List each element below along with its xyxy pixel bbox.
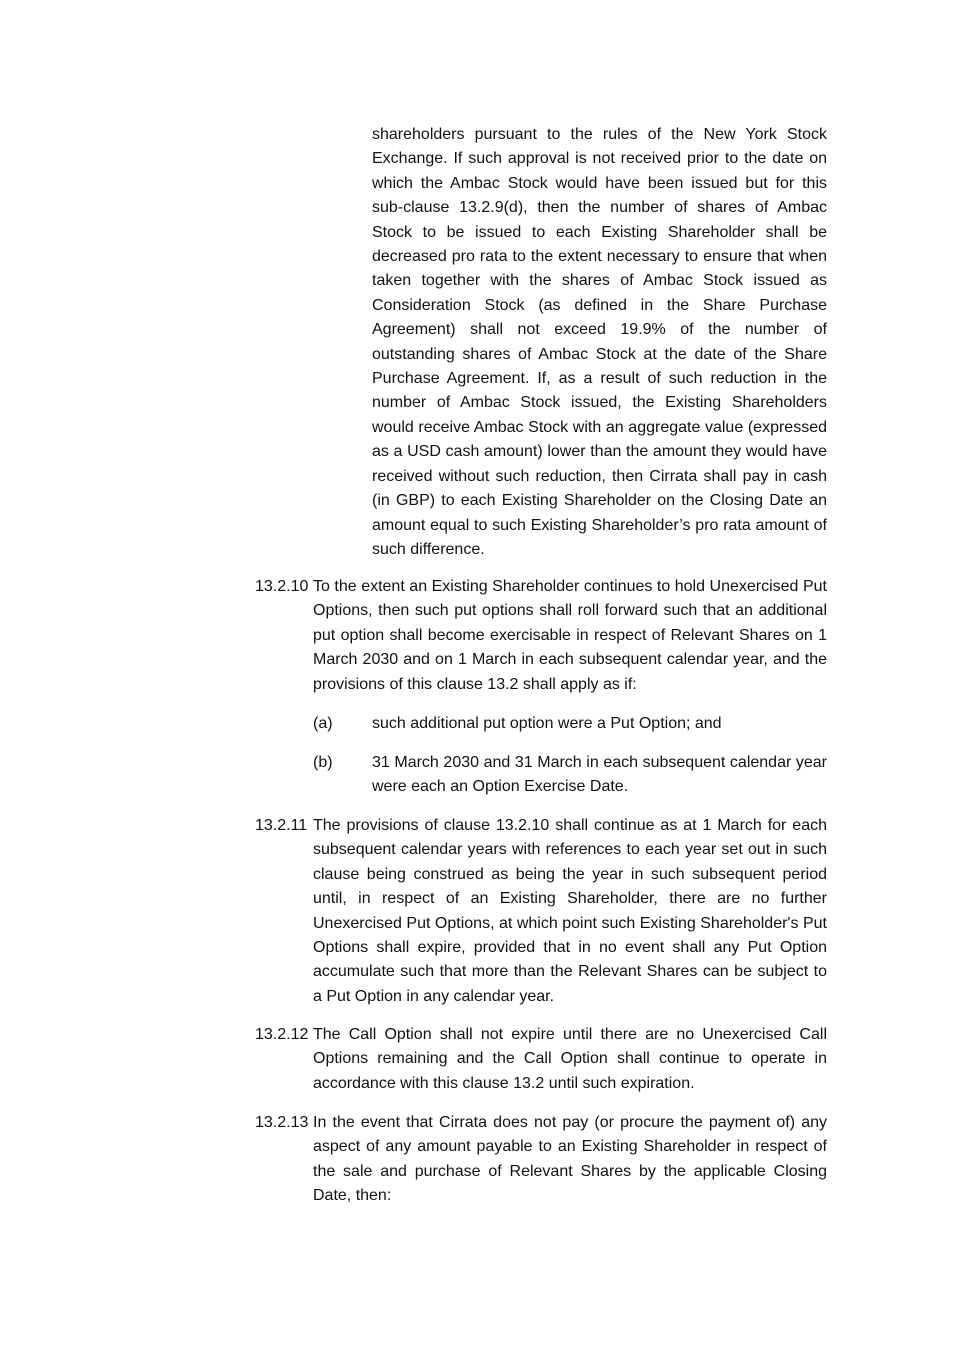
clause-13-2-11 — [255, 814, 827, 1009]
clause-text: The provisions of clause 13.2.10 shall continue as at 1 March for each subsequent calendar years with references to each year set out in such clause being construed as being the year in such subsequent period until, in respect of an Existing Shareholder, there are no further Unexercised Put Options, at which point such Existing Shareholder's Put Options shall expire, provided that in no event shall any Put Option accumulate such that more than the Relevant Shares can be subject to a Put Option in any calendar year. — [313, 817, 827, 1005]
clause-text: To the extent an Existing Shareholder continues to hold Unexercised Put Options, then such put options shall roll forward such that an additional put option shall become exercisable in respect of Relevant Shares on 1 March 2030 and on 1 March in each subsequent calendar year, and the provisions of this clause 13.2 shall apply as if: — [313, 578, 827, 693]
clause-text: The Call Option shall not expire until there are no Unexercised Call Options remaining and the Call Option shall continue to operate in accordance with this clause 13.2 until such expiration. — [313, 1026, 827, 1092]
clause-text: In the event that Cirrata does not pay (or procure the payment of) any aspect of any amount payable to an Existing Shareholder in respect of the sale and purchase of Relevant Shares by the applicable Closing Date, then: — [313, 1114, 827, 1205]
sub-clause-text: 31 March 2030 and 31 March in each subsequent calendar year were each an Option Exercise Date. — [372, 754, 827, 796]
clause-13-2-10 — [255, 575, 827, 697]
clause-13-2-9-d-continuation: shareholders pursuant to the rules of the New York Stock Exchange. If such approval is not received prior to the date on which the Ambac Stock would have been issued but for this sub-clause 13.2.9(d), then the number of shares of Ambac Stock to be issued to each Existing Shareholder shall be decreased pro rata to the extent necessary to ensure that when taken together with the shares of Ambac Stock issued as Consideration Stock (as defined in the Share Purchase Agreement) shall not exceed 19.9% of the number of outstanding shares of Ambac Stock at the date of the Share Purchase Agreement. If, as a result of such reduction in the number of Ambac Stock issued, the Existing Shareholders would receive Ambac Stock with an aggregate value (expressed as a USD cash amount) lower than the amount they would have received without such reduction, then Cirrata shall pay in cash (in GBP) to each Existing Shareholder on the Closing Date an amount equal to such Existing Shareholder’s pro rata amount of such difference. — [372, 126, 827, 558]
sub-clause-text: such additional put option were a Put Option; and — [372, 715, 722, 732]
clause-number: 13.2.13 — [255, 1114, 309, 1131]
clause-13-2-13 — [255, 1111, 827, 1209]
clause-13-2-10-a — [313, 712, 827, 736]
clause-number: 13.2.10 — [255, 578, 309, 595]
clause-13-2-10-b — [313, 751, 827, 800]
clause-number: 13.2.12 — [255, 1026, 309, 1043]
sub-clause-label: (a) — [313, 715, 333, 732]
clause-number: 13.2.11 — [255, 817, 308, 834]
sub-clause-label: (b) — [313, 754, 333, 771]
clause-13-2-12 — [255, 1023, 827, 1096]
